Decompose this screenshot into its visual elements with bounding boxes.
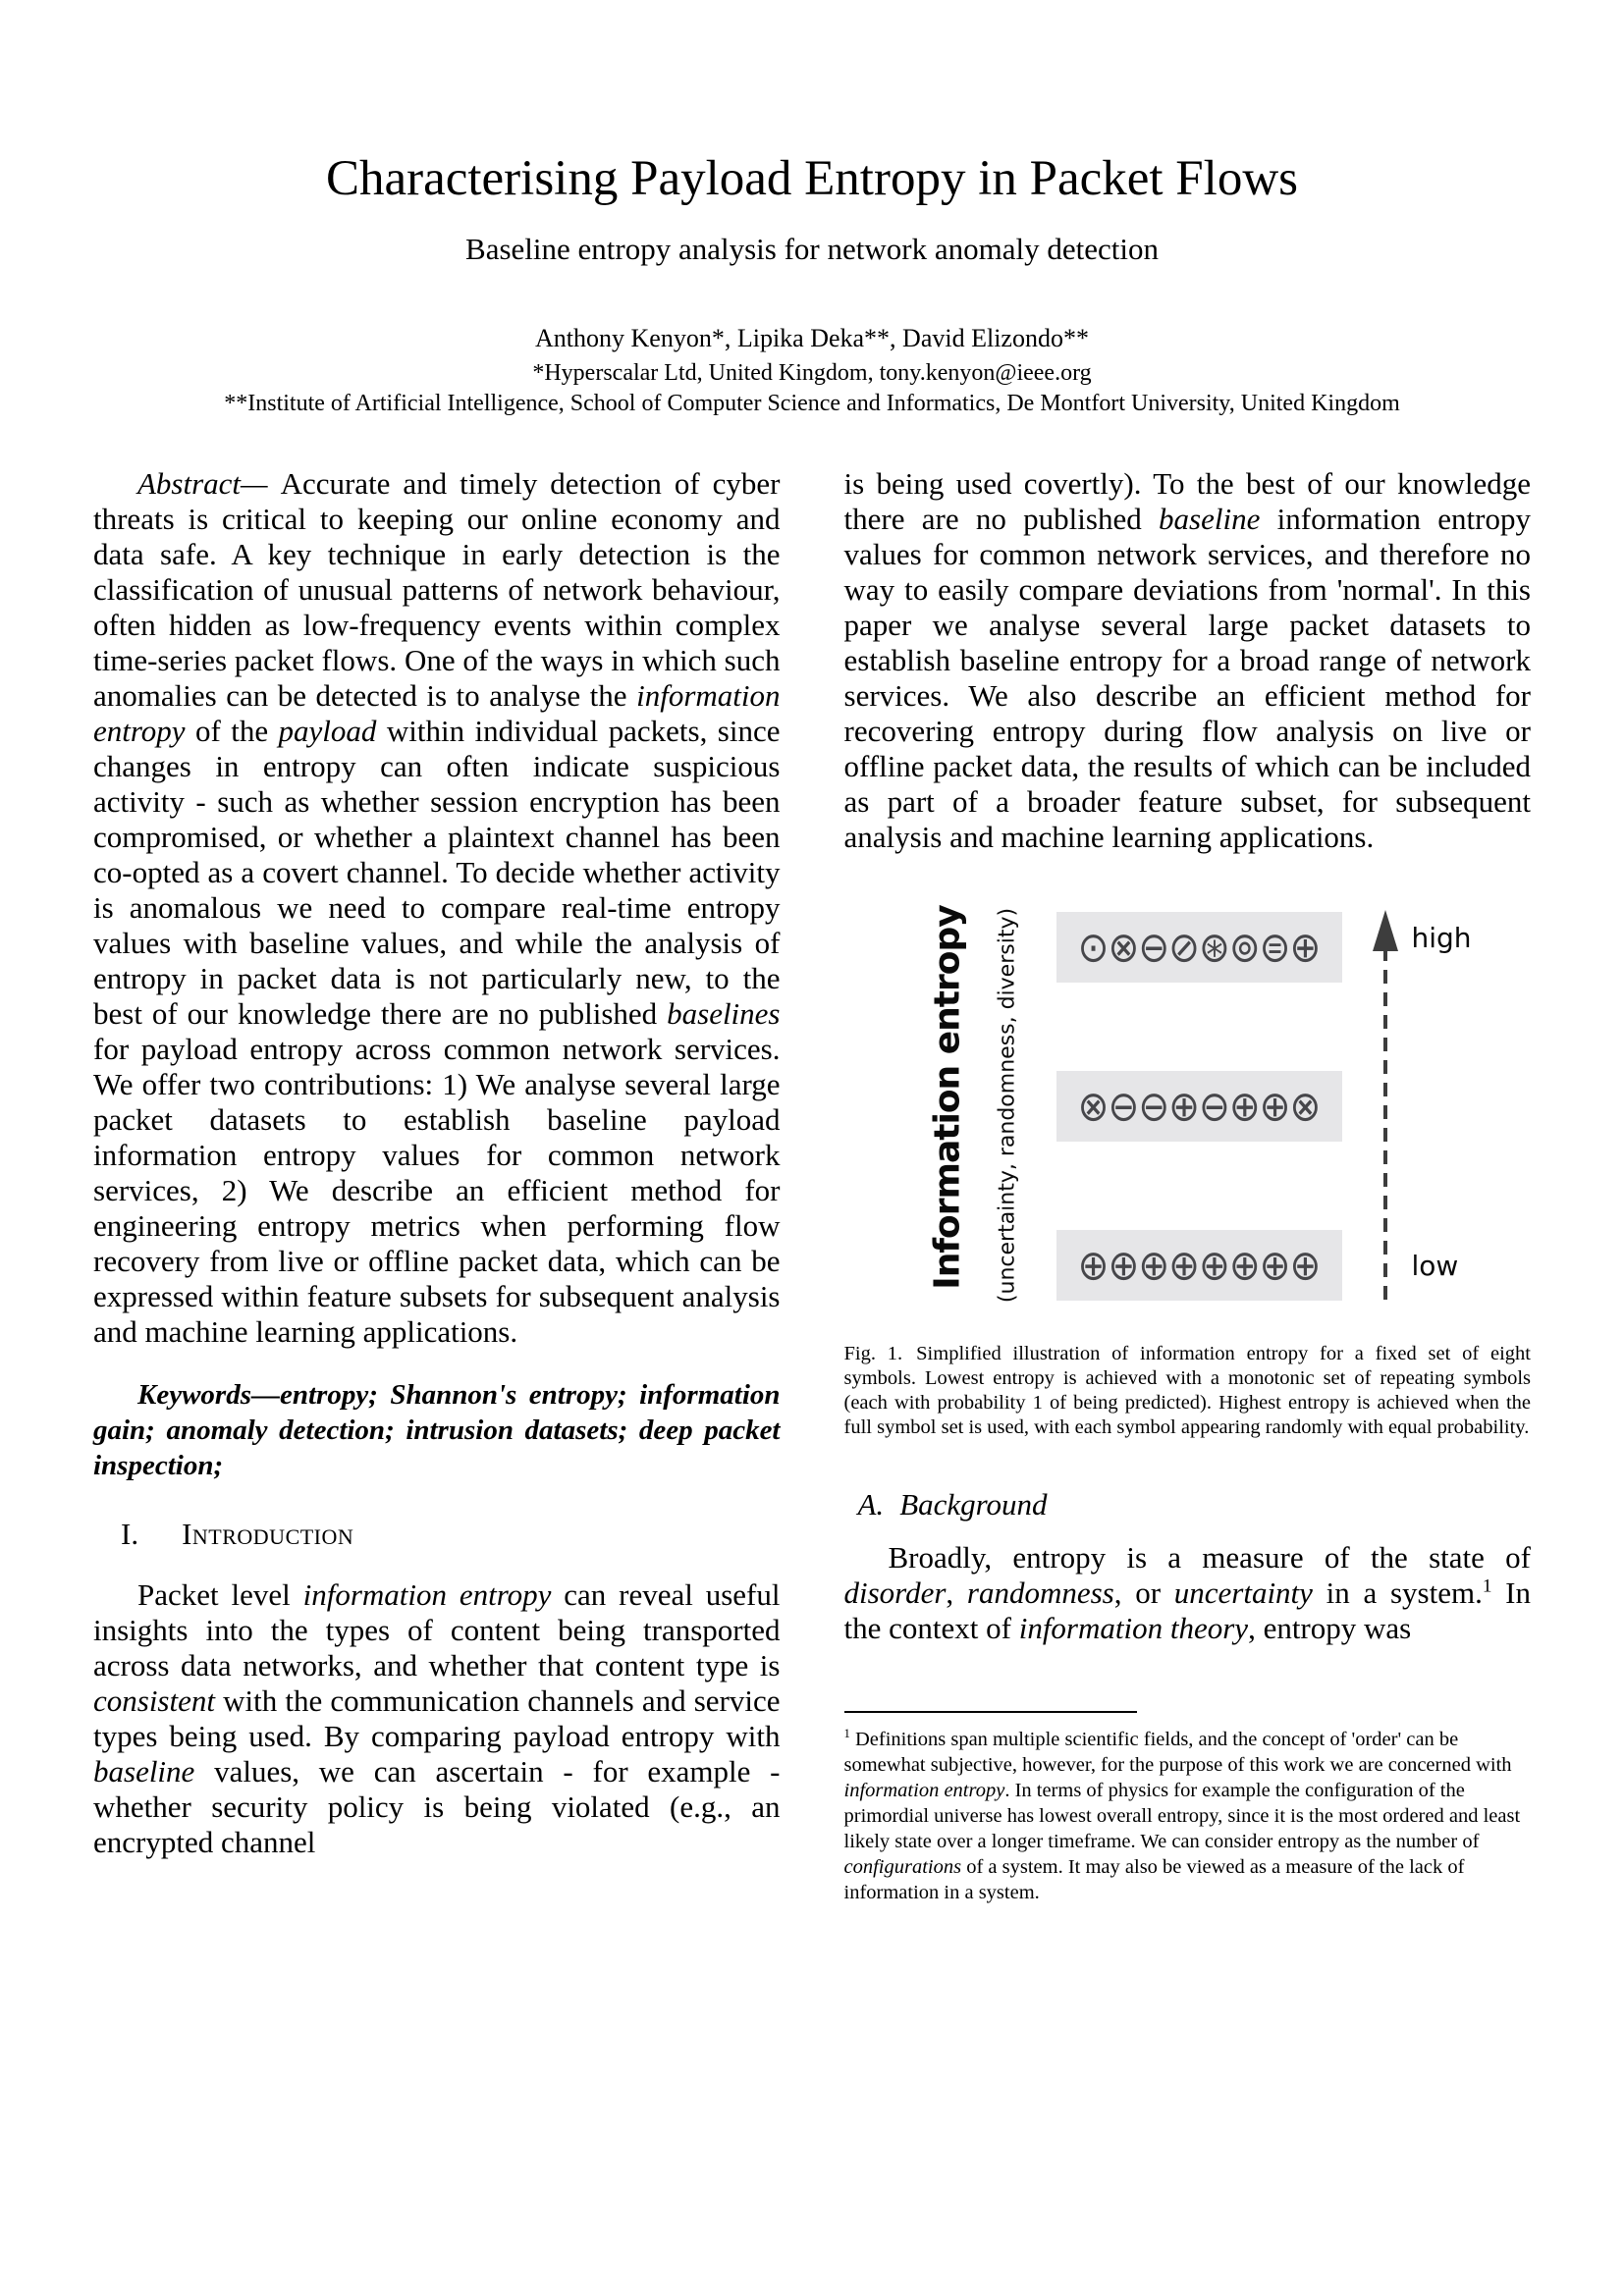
paper-subtitle: Baseline entropy analysis for network anomaly detection	[465, 232, 1159, 266]
figure-1	[844, 896, 1532, 1312]
section-title: Introduction	[182, 1517, 354, 1551]
entropy-axis-dashed-line	[1383, 947, 1387, 1307]
symbol-set-mid: ⊗⊖⊖⊕⊖⊕⊕⊗	[1077, 1082, 1321, 1131]
introduction-paragraph: Packet level information entropy can reveal useful insights into the types of content being transported across data networks, and whether that content type is consistent with the communication channels and service types being used. By comparing payload entropy with baseline values, we can ascertain - for example - whether security policy is being violated (e.g., an encrypted channel	[93, 1577, 781, 1859]
subsection-letter: A.	[857, 1487, 885, 1522]
symbol-set-high: ⊙⊗⊖⊘⊛⊚⊜⊕	[1077, 923, 1321, 972]
two-column-body	[0, 466, 1624, 1905]
section-number: I.	[121, 1517, 139, 1551]
symbol-set-low: ⊕⊕⊕⊕⊕⊕⊕⊕	[1077, 1241, 1321, 1290]
left-column	[93, 466, 781, 1860]
footnote-1: $^1$ Definitions span multiple scientific fields, and the concept of 'order' can be somewhat subjective, however, for the purpose of this work we are concerned with information entropy. In terms of physics for example the configuration of the primordial universe has lowest overall entropy, since it is the most ordered and least likely state over a longer timeframe. We can consider entropy as the number of configurations of a system. It may also be viewed as a measure of the lack of information in a system.	[843, 1727, 1521, 1903]
entropy-axis-arrowhead-icon	[1373, 910, 1398, 951]
authors-line: Anthony Kenyon*, Lipika Deka**, David Elizondo**	[535, 324, 1089, 352]
background-paragraph: Broadly, entropy is a measure of the state of disorder, randomness, or uncertainty in a system.$^1$ In the context of information theory, entropy was	[843, 1540, 1531, 1645]
continuation-paragraph: is being used covertly). To the best of our knowledge there are no published baseline information entropy values for common network services, and therefore no way to easily compare deviations from 'normal'. In this paper we analyse several large packet datasets to establish baseline entropy for a broad range of network services. We also describe an efficient method for recovering entropy during flow analysis on live or offline packet data, the results of which can be included as part of a broader feature subset, for subsequent analysis and machine learning applications.	[843, 466, 1531, 854]
figure-caption-text: Simplified illustration of information entropy for a fixed set of eight symbols. Lowest entropy is achieved with a monotonic set of repeating symbols (each with probability 1 of being predicted). Highest entropy is achieved when the full symbol set is used, with each symbol appearing randomly with equal probability.	[843, 1343, 1531, 1438]
symbol-row-low-entropy	[1056, 1230, 1342, 1301]
abstract-paragraph: Abstract— Accurate and timely detection of cyber threats is critical to keeping our online economy and data safe. A key technique in early detection is the classification of unusual patterns of network behaviour, often hidden as low-frequency events within complex time-series packet flows. One of the ways in which such anomalies can be detected is to analyse the information entropy of the payload within individual packets, since changes in entropy can often indicate suspicious activity - such as whether session encryption has been compromised, or whether a plaintext channel has been co-opted as a covert channel. To decide whether activity is anomalous we need to compare real-time entropy values with baseline values, and while the analysis of entropy in packet data is not particularly new, to the best of our knowledge there are no published baselines for payload entropy across common network services. We offer two contributions: 1) We analyse several large packet datasets to establish baseline payload information entropy values for common network services, 2) We describe an efficient method for engineering entropy metrics when performing flow recovery from live or offline packet data, which can be expressed within feature subsets for subsequent analysis and machine learning applications.	[93, 466, 781, 1349]
affiliation-line-2: **Institute of Artificial Intelligence, School of Computer Science and Informatics, De Montfort University, United Kingdom	[224, 391, 1400, 416]
right-column	[844, 466, 1532, 1905]
section-heading-introduction	[121, 1517, 781, 1552]
figure-label-low: low	[1411, 1250, 1459, 1282]
figure-y-axis-sublabel: (uncertainty, randomness, diversity)	[995, 907, 1019, 1304]
paper-header	[0, 0, 1624, 417]
figure-caption	[844, 1342, 1532, 1440]
paper-title: Characterising Payload Entropy in Packet Flows	[325, 151, 1299, 206]
keywords-paragraph: Keywords—entropy; Shannon's entropy; information gain; anomaly detection; intrusion datasets; deep packet inspection;	[93, 1379, 781, 1481]
symbol-row-high-entropy	[1056, 912, 1342, 983]
subsection-heading-background	[858, 1487, 1532, 1522]
footnote-separator	[844, 1711, 1137, 1713]
affiliation-line-1: *Hyperscalar Ltd, United Kingdom, tony.kenyon@ieee.org	[532, 360, 1092, 386]
symbol-row-mid-entropy	[1056, 1071, 1342, 1142]
figure-caption-number: Fig. 1.	[843, 1343, 903, 1364]
figure-label-high: high	[1411, 922, 1472, 954]
figure-y-axis-label: Information entropy	[927, 905, 967, 1290]
subsection-title: Background	[899, 1487, 1048, 1522]
